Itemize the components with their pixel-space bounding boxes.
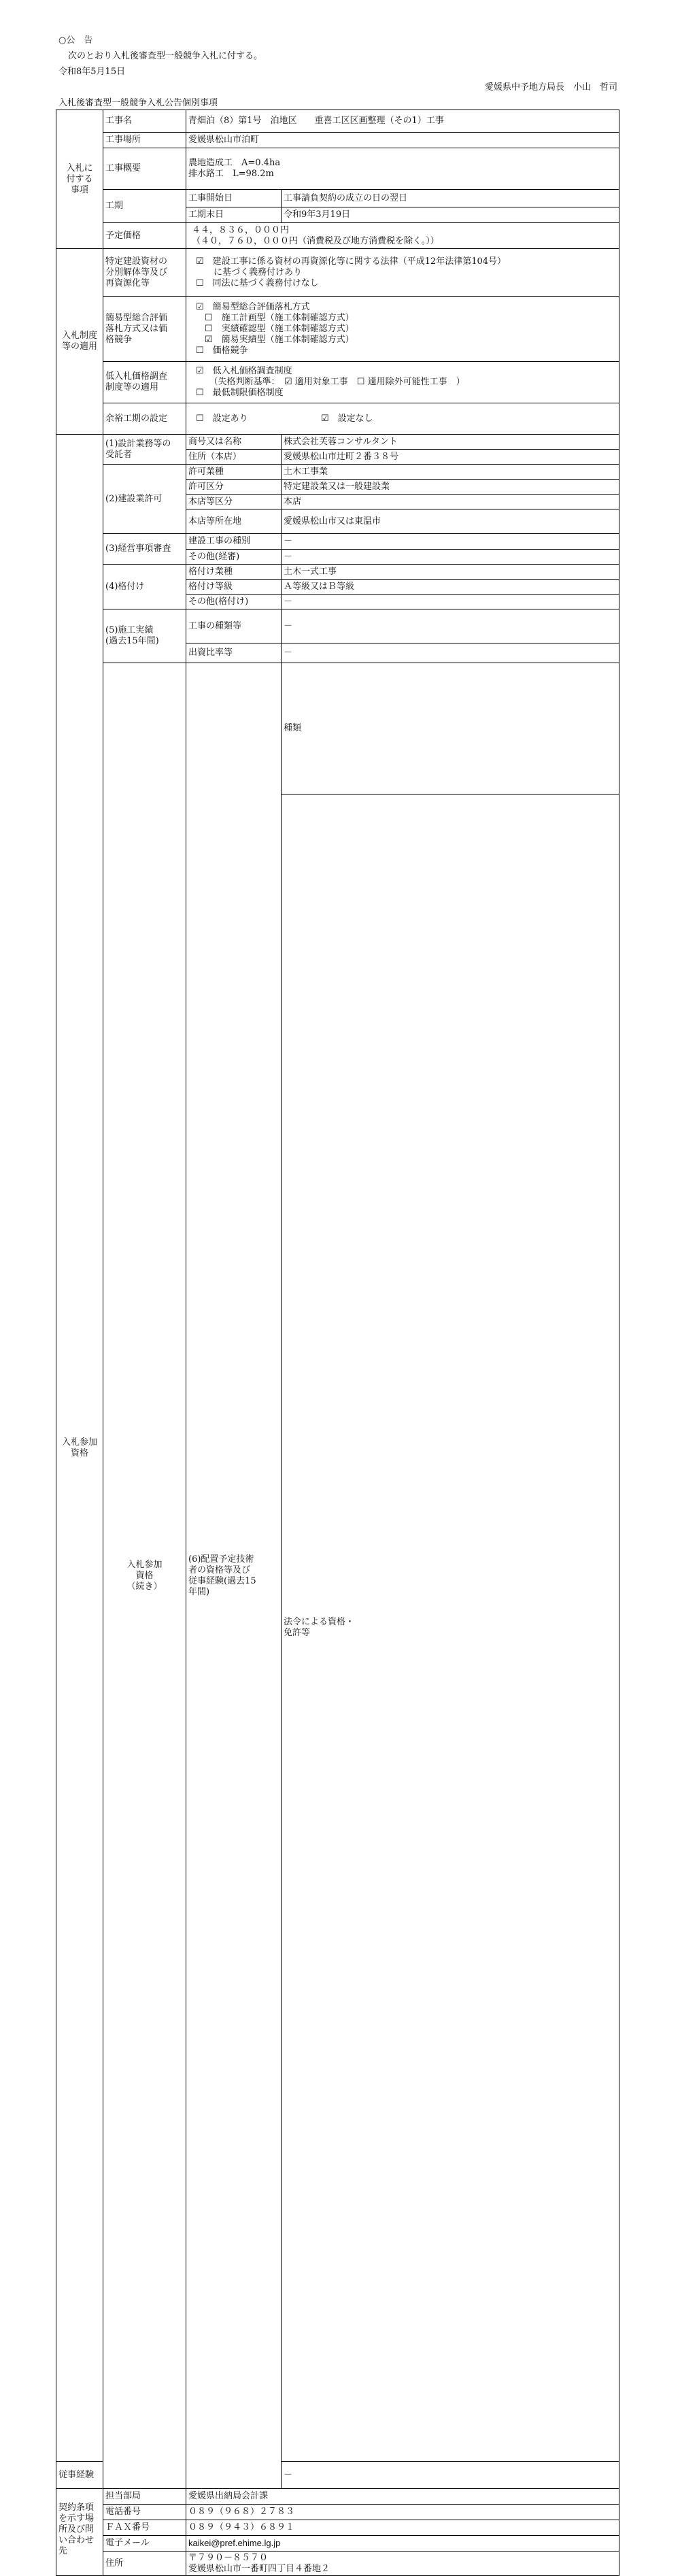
rank-grade-label: 格付け等級 [186, 580, 282, 595]
addr-value: 〒７９０－８５７０ 愛媛県松山市一番町四丁目４番地２ [186, 2552, 619, 2576]
signer: 愛媛県中予地方局長 小山 哲司 [484, 82, 617, 93]
recycle-option-none: ☐ 同法に基づく義務付けなし [196, 278, 319, 288]
section-label-qualification-cont: 入札参加 資格 （続き） [103, 663, 186, 2489]
row-method [56, 297, 619, 362]
row-fax [56, 2520, 619, 2536]
method-simple-eval: ☑ 簡易型総合評価落札方式 [196, 301, 310, 312]
intro-text: 次のとおり入札後審査型一般競争入札に付する。 [68, 51, 263, 61]
notice-date: 令和8年5月15日 [58, 67, 126, 77]
trade-name-value: 株式会社芙蓉コンサルタント [282, 435, 619, 450]
recycle-option-required-cont: に基づく義務付けあり [196, 267, 303, 278]
lic-type-label: 許可業種 [186, 465, 282, 480]
lic-type-value: 土木工事業 [282, 465, 619, 480]
method-plan-type: ☐ 施工計画型（施工体制確認方式） [196, 312, 354, 323]
section-label-qualification: 入札参加 資格 [56, 435, 103, 2462]
office-value: 本店 [282, 495, 619, 509]
section-label-bid-items: 入札に 付する 事項 [56, 110, 103, 249]
spare-yes: ☐ 設定あり [196, 413, 248, 424]
eng-law-label: 法令による資格・ 免許等 [282, 794, 619, 2462]
tel-label: 電話番号 [103, 2505, 186, 2520]
address-value: 愛媛県松山市辻町２番３８号 [282, 450, 619, 465]
row-eng-kind [56, 663, 619, 794]
method-label: 簡易型総合評価 落札方式又は価 格競争 [103, 297, 186, 362]
eng-kind-label: 種類 [282, 663, 619, 794]
lic-class-value: 特定建設業又は一般建設業 [282, 480, 619, 495]
rank-other-label: その他(格付け) [186, 595, 282, 609]
record-kind-value: － [282, 609, 619, 643]
row-dept [56, 2489, 619, 2505]
row-lic-type [56, 465, 619, 480]
row-record-kind [56, 609, 619, 643]
row-rank-type [56, 565, 619, 580]
row-low-bid [56, 362, 619, 403]
trade-name-label: 商号又は名称 [186, 435, 282, 450]
method-simple-record: ☑ 簡易実績型（施工体制確認方式） [196, 334, 354, 345]
spare-no: ☑ 設定なし [321, 413, 373, 424]
low-bid-options [186, 362, 619, 403]
method-record-type: ☐ 実績確認型（施工体制確認方式） [196, 323, 354, 334]
notice-label: ○公 告 [58, 35, 93, 46]
record-ratio-label: 出資比率等 [186, 643, 282, 663]
record-label: (5)施工実績 (過去15年間) [103, 609, 186, 663]
spare-label: 余裕工期の設定 [103, 403, 186, 435]
row-overview [56, 148, 619, 190]
table-title: 入札後審査型一般競争入札公告個別事項 [58, 98, 218, 108]
row-spare [56, 403, 619, 435]
low-bid-criteria: （失格判断基準： ☑ 適用対象工事 ☐ 適用除外可能性工事 ） [196, 377, 465, 387]
record-ratio-value: － [282, 643, 619, 663]
section-label-bid-system: 入札制度 等の適用 [56, 249, 103, 435]
row-price [56, 223, 619, 249]
end-value: 令和9年3月19日 [282, 207, 619, 223]
review-kind-label: 建設工事の種別 [186, 534, 282, 550]
row-recycle [56, 249, 619, 297]
address-label: 住所（本店） [186, 450, 282, 465]
row-addr [56, 2552, 619, 2576]
period-label: 工期 [103, 190, 186, 223]
work-name-label: 工事名 [103, 110, 186, 133]
start-label: 工事開始日 [186, 190, 282, 207]
review-kind-value: － [282, 534, 619, 550]
row-start [56, 190, 619, 207]
row-mail [56, 2536, 619, 2552]
rank-type-value: 土木一式工事 [282, 565, 619, 580]
license-label: (2)建設業許可 [103, 465, 186, 534]
method-options [186, 297, 619, 362]
start-value: 工事請負契約の成立の日の翌日 [282, 190, 619, 207]
notice-table [56, 110, 619, 2576]
end-label: 工期末日 [186, 207, 282, 223]
office-label: 本店等区分 [186, 495, 282, 509]
fax-label: ＦＡＸ番号 [103, 2520, 186, 2536]
min-price-system: ☐ 最低制限価格制度 [196, 388, 284, 398]
low-bid-survey: ☑ 低入札価格調査制度 [196, 366, 292, 376]
overview-value: 農地造成工 A=0.4ha 排水路工 L=98.2m [186, 148, 619, 190]
lic-class-label: 許可区分 [186, 480, 282, 495]
row-work-name [56, 110, 619, 133]
work-place-label: 工事場所 [103, 133, 186, 148]
work-name-value: 青畑泊（8）第1号 泊地区 重喜工区区画整理（その1）工事 [186, 110, 619, 133]
rank-grade-value: Ａ等級又はＢ等級 [282, 580, 619, 595]
tel-value: ０８９（９６８）２７８３ [186, 2505, 619, 2520]
recycle-option-required: ☑ 建設工事に係る資材の再資源化等に関する法律（平成12年法律第104号） [196, 256, 507, 267]
price-value: ４４，８３６，０００円 （４０，７６０，０００円（消費税及び地方消費税を除く。）） [186, 223, 619, 249]
rank-type-label: 格付け業種 [186, 565, 282, 580]
low-bid-label: 低入札価格調査 制度等の適用 [103, 362, 186, 403]
row-tel [56, 2505, 619, 2520]
rank-label: (4)格付け [103, 565, 186, 609]
record-kind-label: 工事の種類等 [186, 609, 282, 643]
mail-value[interactable]: kaikei@pref.ehime.lg.jp [186, 2536, 619, 2552]
fax-value: ０８９（９４３）６８９１ [186, 2520, 619, 2536]
review-other-value: － [282, 550, 619, 565]
office-loc-label: 本店等所在地 [186, 509, 282, 534]
review-other-label: その他(経審) [186, 550, 282, 565]
eng-exp-value: － [282, 2462, 619, 2489]
dept-value: 愛媛県出納局会計課 [186, 2489, 619, 2505]
designer-label: (1)設計業務等の 受託者 [103, 435, 186, 465]
eng-exp-label: 従事経験 [56, 2462, 103, 2489]
office-loc-value: 愛媛県松山市又は東温市 [282, 509, 619, 534]
row-review-kind [56, 534, 619, 550]
dept-label: 担当部局 [103, 2489, 186, 2505]
rank-other-value: － [282, 595, 619, 609]
section-label-contact: 契約条項 を示す場 所及び問 い合わせ 先 [56, 2489, 103, 2576]
price-label: 予定価格 [103, 223, 186, 249]
addr-label: 住所 [103, 2552, 186, 2576]
spare-options [186, 403, 619, 435]
row-trade-name [56, 435, 619, 450]
mail-label: 電子メール [103, 2536, 186, 2552]
row-work-place [56, 133, 619, 148]
review-label: (3)経営事項審査 [103, 534, 186, 565]
overview-label: 工事概要 [103, 148, 186, 190]
recycle-options [186, 249, 619, 297]
method-price: ☐ 価格競争 [196, 345, 248, 356]
recycle-label: 特定建設資材の 分別解体等及び 再資源化等 [103, 249, 186, 297]
engineer-label: (6)配置予定技術 者の資格等及び 従事経験(過去15 年間) [186, 663, 282, 2489]
work-place-value: 愛媛県松山市泊町 [186, 133, 619, 148]
